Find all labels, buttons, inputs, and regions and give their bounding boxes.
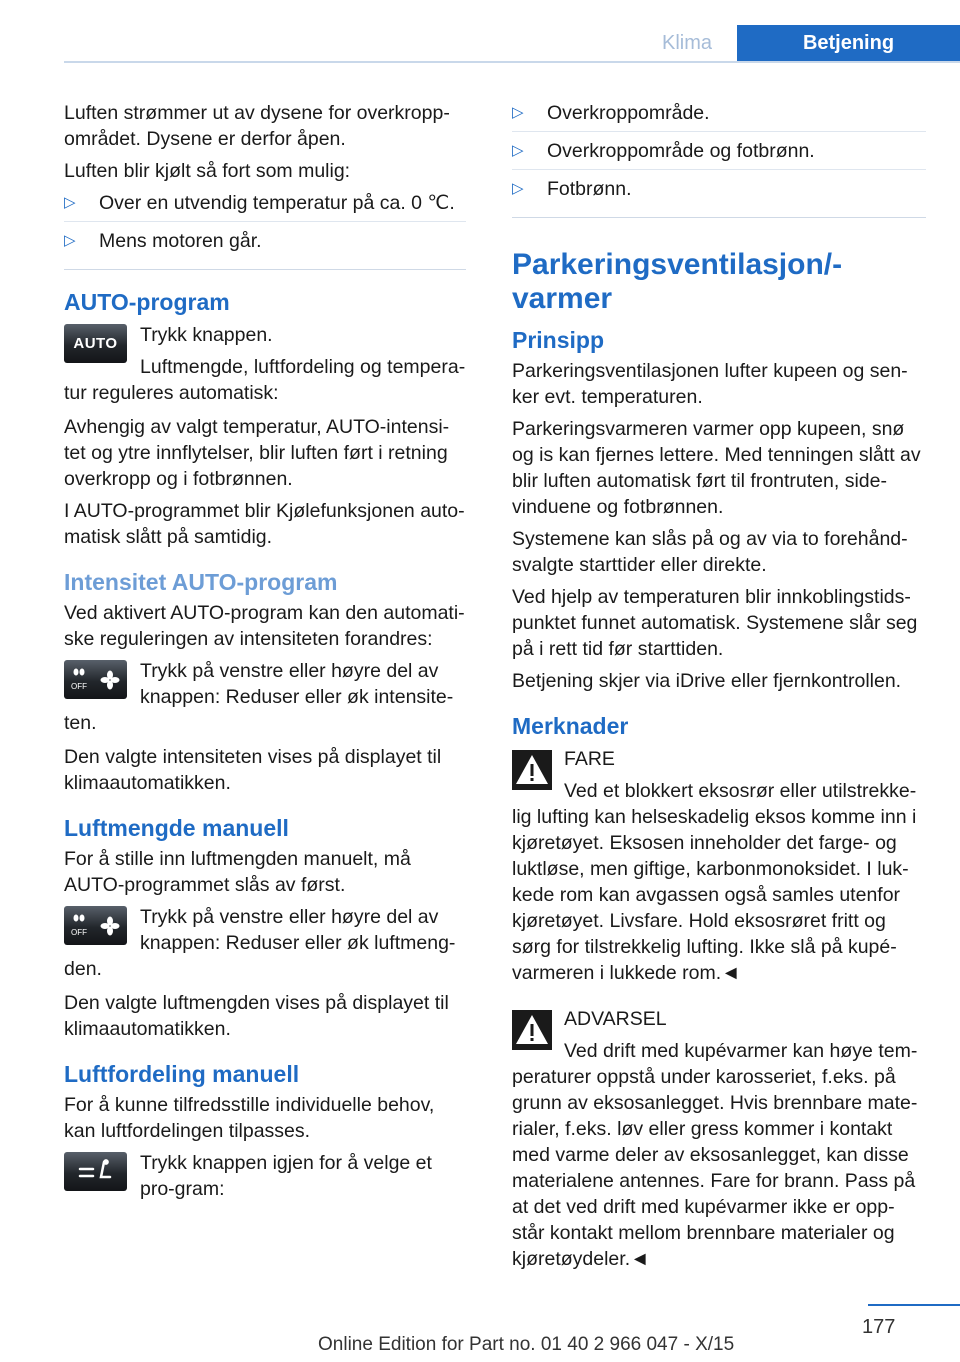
notes-heading: Merknader bbox=[512, 713, 629, 739]
cooling-paragraph: Luften blir kjølt så fort som mulig: bbox=[64, 160, 351, 182]
list-item bbox=[512, 138, 926, 170]
airflow-paragraph-1: For å stille inn luftmengden manuelt, må AUTO-programmet slås av først. bbox=[64, 848, 411, 896]
distribution-paragraph: For å kunne tilfredsstille individuelle behov, kan luftfordelingen tilpasses. bbox=[64, 1094, 435, 1142]
cooling-bullet-list bbox=[64, 190, 466, 270]
distribution-heading: Luftfordeling manuell bbox=[64, 1061, 300, 1087]
principle-paragraph: Betjening skjer via iDrive eller fjernkontrollen. bbox=[512, 670, 902, 692]
list-item bbox=[512, 100, 926, 132]
footer-rule bbox=[868, 1304, 960, 1306]
fan-button-icon bbox=[64, 906, 127, 945]
warning-triangle-icon bbox=[512, 1010, 552, 1050]
airflow-paragraph-2: Den valgte luftmengden vises på displayet til klimaautomatikken. bbox=[64, 992, 449, 1040]
caution-warning bbox=[512, 1006, 926, 1278]
fan-button-icon bbox=[64, 660, 127, 699]
fan-small-icon bbox=[72, 668, 86, 680]
header-rule bbox=[64, 61, 960, 63]
off-label: OFF bbox=[71, 928, 87, 937]
distribution-instruction bbox=[64, 1150, 466, 1202]
intro-paragraph: Luften strømmer ut av dysene for overkropp-området. Dysene er derfor åpen. bbox=[64, 102, 450, 150]
triangle-bullet-icon: ▷ bbox=[64, 194, 76, 211]
auto-instruction bbox=[64, 322, 466, 406]
principle-paragraph: Parkeringsvarmeren varmer opp kupeen, snø og is kan fjernes lettere. Med tenningen slått av blir luften automatisk ført til frontruten, side-vinduene og fotbrønnen. bbox=[512, 418, 921, 518]
auto-paragraph-2: I AUTO-programmet blir Kjølefunksjonen auto-matisk slått på samtidig. bbox=[64, 500, 465, 548]
intensity-heading: Intensitet AUTO-program bbox=[64, 569, 338, 595]
auto-paragraph-1: Avhengig av valgt temperatur, AUTO-intensi-tet og ytre innflytelser, blir luften ført i retning overkropp og i fotbrønnen. bbox=[64, 416, 450, 490]
right-column bbox=[512, 100, 926, 1286]
tab-betjening[interactable]: Betjening bbox=[737, 25, 960, 61]
principle-paragraph: Systemene kan slås på og av via to forehånd-svalgte starttider eller direkte. bbox=[512, 528, 908, 576]
airflow-step: Trykk på venstre eller høyre del av knappen: Reduser eller øk luftmeng-den. bbox=[64, 906, 456, 980]
list-item-text: Mens motoren går. bbox=[99, 230, 262, 252]
warning-triangle-icon bbox=[512, 750, 552, 790]
fan-small-icon bbox=[72, 914, 86, 926]
intensity-instruction bbox=[64, 658, 466, 736]
fan-large-icon bbox=[100, 670, 120, 690]
edition-footer: Online Edition for Part no. 01 40 2 966 047 - X/15 bbox=[318, 1334, 735, 1355]
airflow-heading: Luftmengde manuell bbox=[64, 815, 289, 841]
left-column bbox=[64, 100, 466, 1210]
principle-paragraph: Ved hjelp av temperaturen blir innkoblingstids-punktet funnet automatisk. Systemene slår seg på i rett tid før starttiden. bbox=[512, 586, 918, 660]
intensity-paragraph-1: Ved aktivert AUTO-program kan den automati-ske reguleringen av intensiteten forandres: bbox=[64, 602, 465, 650]
danger-text: Ved et blokkert eksosrør eller utilstrekke-lig lufting kan helseskadelig eksos komme inn i kjøretøyet. Eksosen inneholder det farge- og luktløse, men giftige, karbonmonoksidet. I luk-kede rom kan avgassen også samles utenfor kjøretøyet. Livsfare. Hold eksosrøret fritt og sørg for tilstrekkelig lufting. Ikke slå på kupé-varmeren i lukkede rom.◄ bbox=[512, 780, 917, 984]
danger-warning bbox=[512, 746, 926, 992]
intensity-paragraph-2: Den valgte intensiteten vises på displayet til klimaautomatikken. bbox=[64, 746, 442, 794]
principle-paragraph: Parkeringsventilasjonen lufter kupeen og sen-ker evt. temperaturen. bbox=[512, 360, 908, 408]
principle-heading: Prinsipp bbox=[512, 327, 605, 353]
fan-large-icon bbox=[100, 916, 120, 936]
intensity-step: Trykk på venstre eller høyre del av knappen: Reduser eller øk intensite-ten. bbox=[64, 660, 454, 734]
page-number: 177 bbox=[862, 1316, 896, 1338]
caution-title: ADVARSEL bbox=[564, 1008, 667, 1030]
distribution-step: Trykk knappen igjen for å velge et pro-gram: bbox=[140, 1152, 432, 1200]
triangle-bullet-icon: ▷ bbox=[512, 104, 524, 121]
list-item bbox=[64, 190, 466, 222]
airflow-instruction bbox=[64, 904, 466, 982]
caution-text: Ved drift med kupévarmer kan høye tem-peraturer oppstå under karosseriet, f.eks. på grunn av eksosanlegget. Hvis brennbare mate-rialer, f.eks. løv eller gress kommer i kontakt med varme deler av eksosanlegget, kan disse materialene antennes. Fare for brann. Pass på at det ved drift med kupévarmer ikke er opp-står kontakt mellom brennbare materialer og kjøretøydeler.◄ bbox=[512, 1040, 918, 1270]
program-bullet-list bbox=[512, 100, 926, 218]
auto-step-2: Luftmengde, luftfordeling og tempera-tur reguleres automatisk: bbox=[64, 356, 466, 404]
auto-button-icon: AUTO bbox=[64, 324, 127, 363]
auto-step-1: Trykk knappen. bbox=[140, 324, 273, 346]
off-label: OFF bbox=[71, 682, 87, 691]
triangle-bullet-icon: ▷ bbox=[64, 232, 76, 249]
triangle-bullet-icon: ▷ bbox=[512, 180, 524, 197]
tab-klima[interactable]: Klima bbox=[661, 32, 712, 54]
triangle-bullet-icon: ▷ bbox=[512, 142, 524, 159]
auto-program-heading: AUTO-program bbox=[64, 289, 230, 315]
list-item-text: Fotbrønn. bbox=[547, 178, 632, 200]
list-item-text: Overkroppområde. bbox=[547, 102, 710, 124]
air-distribution-button-icon bbox=[64, 1152, 127, 1191]
list-item-text: Over en utvendig temperatur på ca. 0 ℃. bbox=[99, 192, 455, 214]
parking-heading: Parkeringsventilasjon/-varmer bbox=[512, 248, 843, 315]
list-item bbox=[512, 176, 926, 207]
danger-title: FARE bbox=[564, 748, 615, 770]
seat-airflow-icon bbox=[76, 1159, 116, 1185]
list-item bbox=[64, 228, 466, 259]
list-item-text: Overkroppområde og fotbrønn. bbox=[547, 140, 815, 162]
